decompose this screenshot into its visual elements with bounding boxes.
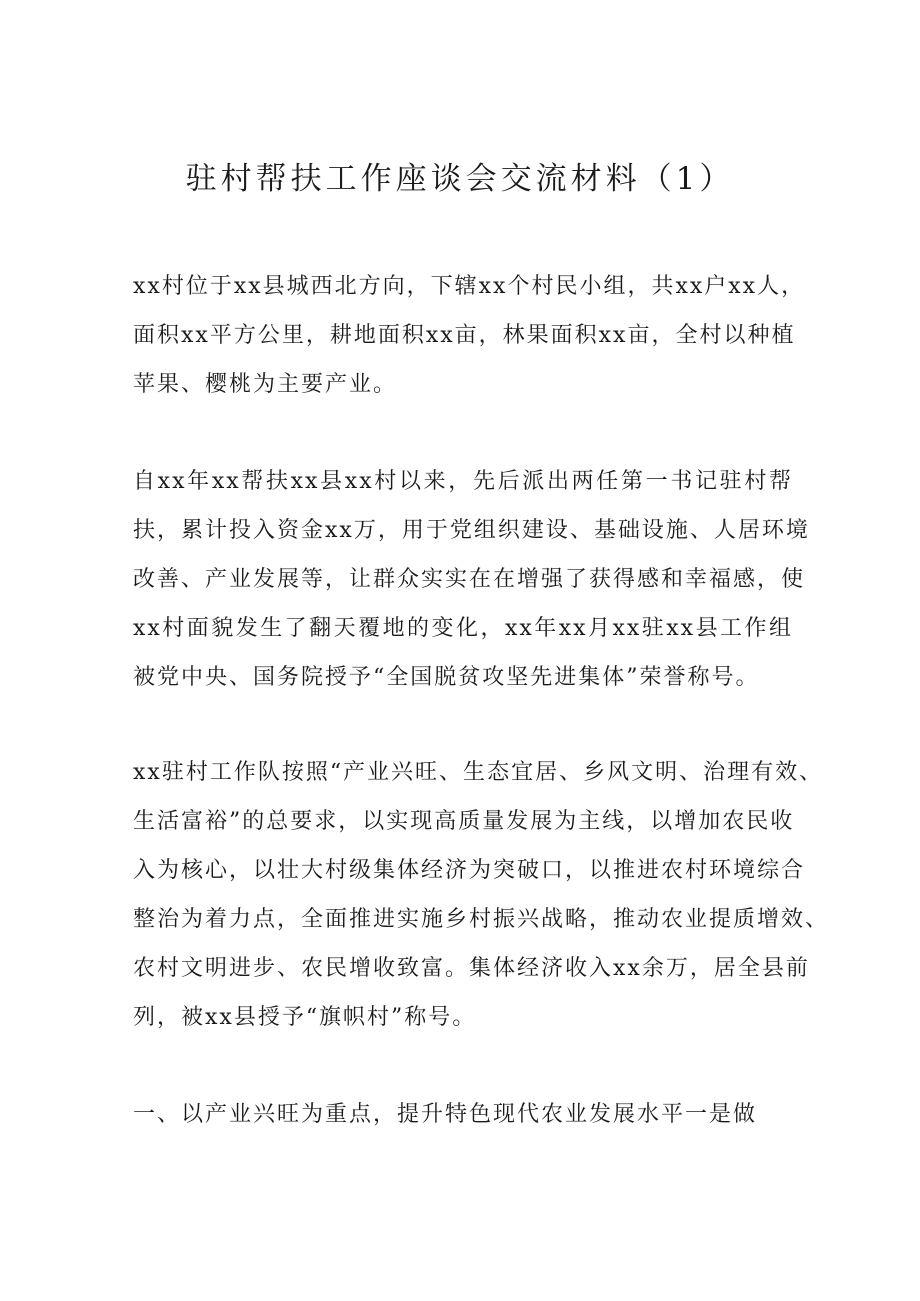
paragraph-line: xx村位于xx县城西北方向，下辖xx个村民小组，共xx户xx人， — [133, 274, 806, 299]
paragraph-village-overview — [133, 262, 806, 409]
section-heading-line: 一、以产业兴旺为重点，提升特色现代农业发展水平一是做 — [133, 1102, 758, 1127]
paragraph-line: 整治为着力点，全面推进实施乡村振兴战略，推动农业提质增效、 — [133, 907, 830, 932]
paragraph-line: 入为核心，以壮大村级集体经济为突破口，以推进农村环境综合 — [133, 858, 806, 883]
paragraph-line: xx村面貌发生了翻天覆地的变化，xx年xx月xx驻xx县工作组 — [133, 616, 793, 641]
document-title: 驻村帮扶工作座谈会交流材料（1） — [185, 160, 735, 197]
paragraph-line: 自xx年xx帮扶xx县xx村以来，先后派出两任第一书记驻村帮 — [133, 469, 793, 494]
section-heading-industry — [133, 1090, 793, 1139]
paragraph-line: 改善、产业发展等，让群众实实在在增强了获得感和幸福感，使 — [133, 567, 806, 592]
paragraph-line: 面积xx平方公里，耕地面积xx亩，林果面积xx亩，全村以种植 — [133, 323, 796, 348]
paragraph-assistance-history — [133, 457, 810, 702]
paragraph-line: 生活富裕”的总要求，以实现高质量发展为主线，以增加农民收 — [133, 809, 795, 834]
paragraph-line: 苹果、樱桃为主要产业。 — [133, 372, 398, 397]
paragraph-line: 列，被xx县授予“旗帜村”称号。 — [133, 1005, 477, 1030]
paragraph-line: 扶，累计投入资金xx万，用于党组织建设、基础设施、人居环境 — [133, 518, 810, 543]
paragraph-line: xx驻村工作队按照“产业兴旺、生态宜居、乡风文明、治理有效、 — [133, 760, 824, 785]
paragraph-work-team — [133, 748, 830, 1042]
paragraph-line: 农村文明进步、农民增收致富。集体经济收入xx余万，居全县前 — [133, 956, 810, 981]
paragraph-line: 被党中央、国务院授予“全国脱贫攻坚先进集体”荣誉称号。 — [133, 665, 760, 690]
